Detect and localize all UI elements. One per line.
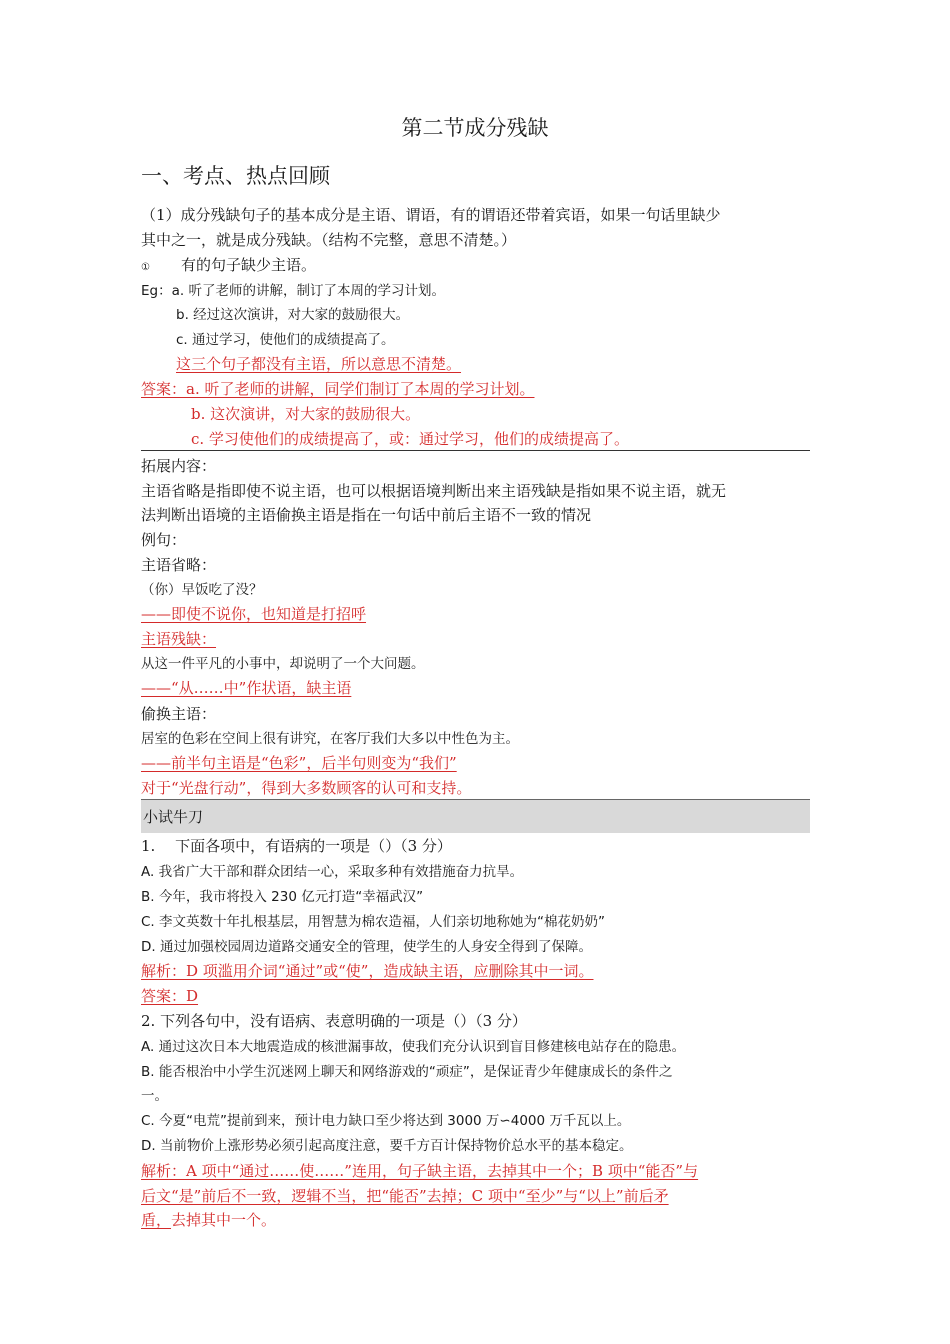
examples-label: 例句： bbox=[141, 531, 187, 549]
question-2-option-c: C. 今夏“电荒”提前到来，预计电力缺口至少将达到 3000 万∽4000 万千瓦以上。 bbox=[141, 1113, 631, 1129]
omit-note: ——即使不说你，也知道是打招呼 bbox=[141, 605, 367, 623]
question-1-analysis: 解析：D 项滥用介词“通过”或“使”，造成缺主语，应删除其中一词。 bbox=[141, 962, 594, 980]
question-2: 2. 下列各句中，没有语病、表意明确的一项是（）（3 分） bbox=[141, 1012, 527, 1030]
question-1: 1. 下面各项中，有语病的一项是（）（3 分） bbox=[141, 837, 452, 855]
section-heading: 一、考点、热点回顾 bbox=[141, 164, 330, 188]
question-2-analysis-line2: 后文“是”前后不一致，逻辑不当，把“能否”去掉；C 项中“至少”与“以上”前后矛 bbox=[141, 1187, 669, 1205]
answer-b: b. 这次演讲，对大家的鼓励很大。 bbox=[191, 405, 421, 423]
intro-paragraph-line2: 其中之一，就是成分残缺。（结构不完整，意思不清楚。） bbox=[141, 231, 517, 249]
point-marker: ① bbox=[141, 262, 150, 273]
swap-note: ——前半句主语是“色彩”，后半句则变为“我们” bbox=[141, 754, 457, 772]
extend-paragraph-line1: 主语省略是指即使不说主语，也可以根据语境判断出来主语残缺是指如果不说主语，就无 bbox=[141, 482, 727, 500]
question-2-option-a: A. 通过这次日本大地震造成的核泄漏事故，使我们充分认识到盲目修建核电站存在的隐患。 bbox=[141, 1039, 686, 1055]
question-2-option-b-line2: 一。 bbox=[141, 1088, 168, 1104]
missing-example: 从这一件平凡的小事中，却说明了一个大问题。 bbox=[141, 656, 425, 672]
question-2-analysis-line1: 解析：A 项中“通过……使……”连用，句子缺主语，去掉其中一个；B 项中“能否”与 bbox=[141, 1162, 699, 1180]
swap-example: 居室的色彩在空间上很有讲究，在客厅我们大多以中性色为主。 bbox=[141, 731, 519, 747]
example-b: b. 经过这次演讲，对大家的鼓励很大。 bbox=[176, 307, 410, 323]
intro-paragraph-line1: （1）成分残缺句子的基本成分是主语、谓语，有的谓语还带着宾语，如果一句话里缺少 bbox=[141, 206, 721, 224]
practice-label: 小试牛刀 bbox=[143, 808, 204, 826]
point-text: 有的句子缺少主语。 bbox=[181, 256, 317, 274]
extend-paragraph-line2: 法判断出语境的主语偷换主语是指在一句话中前后主语不一致的情况 bbox=[141, 506, 592, 524]
swap-note-example: 对于“光盘行动”，得到大多数顾客的认可和支持。 bbox=[141, 779, 472, 797]
question-1-option-d: D. 通过加强校园周边道路交通安全的管理，使学生的人身安全得到了保障。 bbox=[141, 939, 592, 955]
example-a: Eg：a. 听了老师的讲解，制订了本周的学习计划。 bbox=[141, 283, 445, 299]
missing-label: 主语残缺： bbox=[141, 630, 217, 648]
question-1-option-b: B. 今年，我市将投入 230 亿元打造“幸福武汉” bbox=[141, 889, 424, 905]
question-2-option-d: D. 当前物价上涨形势必须引起高度注意，要千方百计保持物价总水平的基本稳定。 bbox=[141, 1138, 633, 1154]
example-note: 这三个句子都没有主语，所以意思不清楚。 bbox=[176, 355, 462, 373]
point-item bbox=[141, 254, 316, 279]
answer-a: 答案：a. 听了老师的讲解，同学们制订了本周的学习计划。 bbox=[141, 380, 535, 398]
question-1-option-c: C. 李文英数十年扎根基层，用智慧为棉农造福，人们亲切地称她为“棉花奶奶” bbox=[141, 914, 605, 930]
practice-section-header bbox=[141, 799, 810, 833]
question-2-analysis-line3 bbox=[141, 1209, 276, 1231]
extend-label: 拓展内容： bbox=[141, 457, 217, 475]
question-2-analysis-line3-underlined: 盾， bbox=[141, 1211, 172, 1229]
divider bbox=[141, 450, 810, 451]
question-2-analysis-line3-rest: 去掉其中一个。 bbox=[171, 1211, 277, 1229]
answer-c: c. 学习使他们的成绩提高了，或：通过学习，他们的成绩提高了。 bbox=[191, 430, 629, 448]
swap-label: 偷换主语： bbox=[141, 705, 217, 723]
question-1-answer: 答案：D bbox=[141, 987, 199, 1005]
omit-label: 主语省略： bbox=[141, 556, 217, 574]
page-title: 第二节成分残缺 bbox=[401, 116, 549, 140]
example-c: c. 通过学习，使他们的成绩提高了。 bbox=[176, 332, 395, 348]
omit-example: （你）早饭吃了没？ bbox=[141, 582, 263, 598]
missing-note: ——“从……中”作状语，缺主语 bbox=[141, 679, 352, 697]
question-2-option-b-line1: B. 能否根治中小学生沉迷网上聊天和网络游戏的“顽症”，是保证青少年健康成长的条件之 bbox=[141, 1064, 673, 1080]
question-1-option-a: A. 我省广大干部和群众团结一心，采取多种有效措施奋力抗旱。 bbox=[141, 864, 524, 880]
